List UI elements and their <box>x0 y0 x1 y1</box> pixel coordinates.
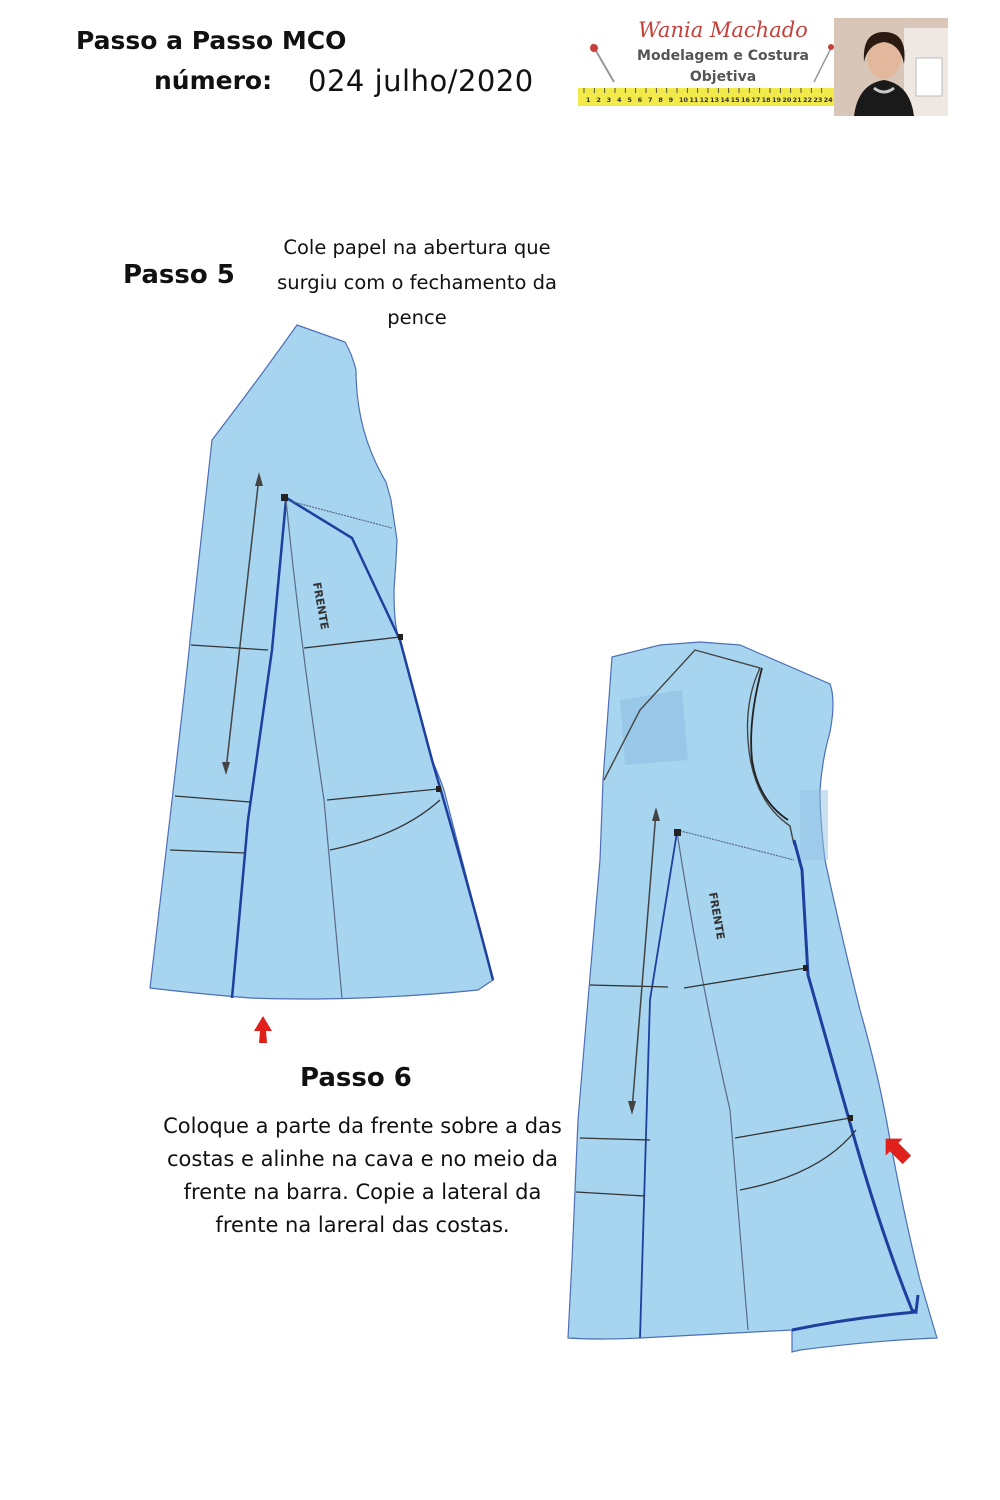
step-6-title: Passo 6 <box>300 1063 412 1093</box>
logo-line-2: Objetiva <box>689 69 757 85</box>
page-title: Passo a Passo MCO <box>76 26 347 55</box>
ruler-number: 21 <box>792 96 802 104</box>
step-6-text: Coloque a parte da frente sobre a das costas e alinhe na cava e no meio da frente na barra. Copie a lateral da frente na lareral das costas. <box>163 1114 562 1237</box>
pattern-piece-step-6 <box>568 642 937 1352</box>
pattern-piece-step-5 <box>150 325 493 999</box>
ruler-number: 3 <box>606 96 612 104</box>
ruler-number: 23 <box>813 96 823 104</box>
step-5-text: Cole papel na abertura que surgiu com o fechamento da pence <box>277 236 557 329</box>
ruler-number: 14 <box>720 96 730 104</box>
logo-line-1: Modelagem e Costura <box>637 48 809 64</box>
ruler-number: 13 <box>710 96 720 104</box>
number-label: número: <box>154 66 273 95</box>
ruler-number: 20 <box>782 96 792 104</box>
ruler-number: 8 <box>658 96 663 104</box>
ruler-number: 7 <box>648 96 653 104</box>
ruler-number: 24 <box>823 96 833 104</box>
ruler-number: 2 <box>596 96 601 104</box>
red-arrow-up-icon <box>254 1016 272 1043</box>
pattern-label-1: FRENTE <box>310 581 332 631</box>
ruler-number: 18 <box>761 96 771 104</box>
ruler-number: 5 <box>627 96 632 104</box>
number-value: 024 julho/2020 <box>308 64 534 98</box>
ruler-number: 16 <box>741 96 751 104</box>
step-5-title: Passo 5 <box>123 260 235 290</box>
ruler-number: 4 <box>617 96 622 104</box>
logo-brand-name: Wania Machado <box>638 18 808 42</box>
pattern-label-2: FRENTE <box>706 891 728 941</box>
ruler-number: 11 <box>689 96 699 104</box>
ruler-number: 22 <box>803 96 813 104</box>
ruler-number: 19 <box>772 96 782 104</box>
ruler-number: 6 <box>637 96 643 104</box>
ruler-number: 1 <box>586 96 591 104</box>
ruler-number: 15 <box>730 96 740 104</box>
ruler-number: 10 <box>679 96 689 104</box>
ruler-number: 17 <box>751 96 761 104</box>
ruler-number: 9 <box>668 96 674 104</box>
ruler-number: 12 <box>699 96 709 104</box>
